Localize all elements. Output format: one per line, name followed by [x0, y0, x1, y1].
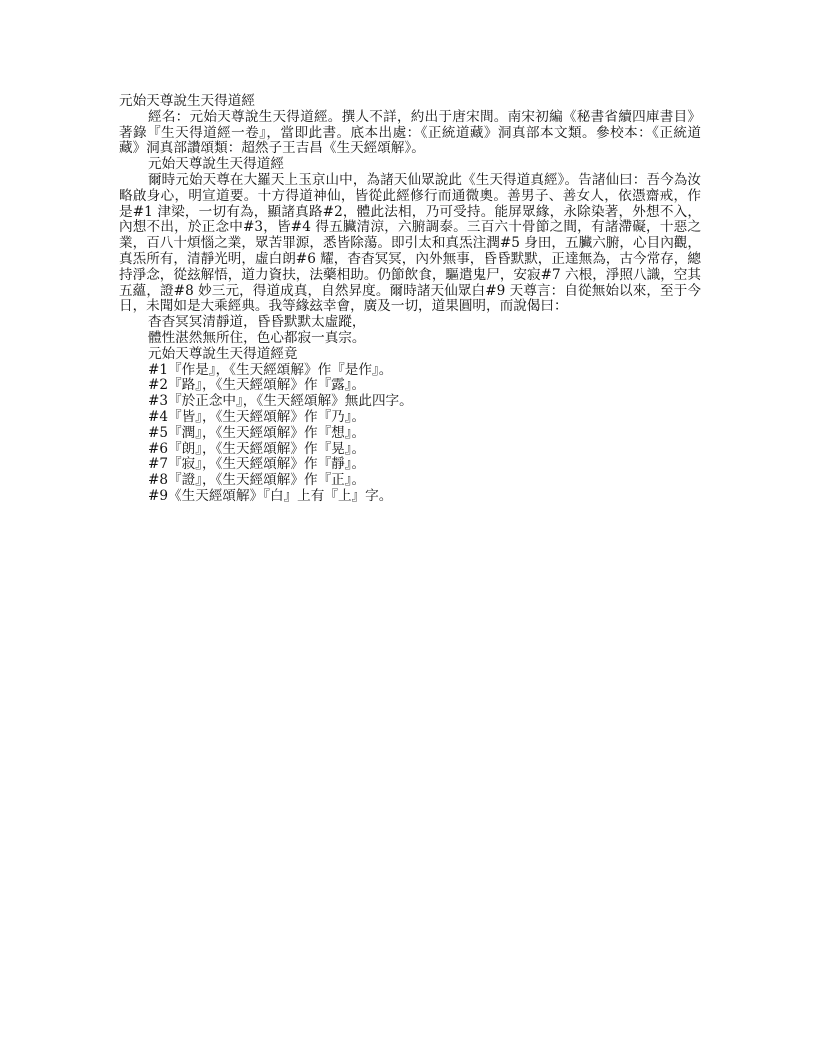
- footnote: #5『潤』，《生天經頌解》作『想』。: [148, 424, 366, 441]
- closing-title: 元始天尊說生天得道經竟: [148, 345, 298, 362]
- section-title: 元始天尊說生天得道經: [148, 156, 284, 173]
- footnote: #6『朗』，《生天經頌解》作『晃』。: [148, 440, 366, 457]
- body-paragraph: 爾時元始天尊在大羅天上玉京山中，為諸天仙眾說此《生天得道真經》。告諸仙曰：吾今為汝略啟身心，明宣道要。十方得道神仙，皆從此經修行而通微奧。善男子、善女人，依憑齋戒，作是#1 津梁，一切有為，顯諸真路#2，體此法相，乃可受持。能屏眾緣，永除染著，外想不入，內想不出，於正念中#3，皆#4 得五臟清涼，六腑調泰。三百六十骨節之間，有諸滯礙，十惡之業，百八十煩惱之業，眾苦罪源，悉皆除蕩。即引太和真炁注潤#5 身田，五臟六腑，心目內觀，真炁所有，清靜光明，虛白朗#6 耀，杳杳冥冥，內外無事，昏昏默默，正達無為，古今常存，總持淨念，從玆解悟，道力資扶，法藥相助。仍節飲食，驅遣鬼尸，安寂#7 六根，淨照八識，空其五蘊，證#8 妙三元，得道成真，自然昇度。爾時諸天仙眾白#9 天尊言：自從無始以來，至于今日，未聞如是大乘經典。我等緣玆幸會，廣及一切，道果圓明，而說偈曰：: [119, 171, 701, 315]
- footnote: #4『皆』，《生天經頌解》作『乃』。: [148, 408, 366, 425]
- footnote: #1『作是』，《生天經頌解》作『是作』。: [148, 361, 393, 378]
- verse-line: 體性湛然無所住，色心都寂一真宗。: [148, 329, 366, 346]
- footnote: #9《生天經頌解》『白』上有『上』字。: [148, 487, 393, 504]
- footnote: #8『證』，《生天經頌解》作『正』。: [148, 472, 366, 489]
- verse-line: 杳杳冥冥清靜道，昏昏默默太虛蹤，: [148, 314, 366, 331]
- footnote: #7『寂』，《生天經頌解》作『靜』。: [148, 456, 366, 473]
- document-title: 元始天尊說生天得道經: [119, 93, 255, 109]
- footnote: #3『於正念中』，《生天經頌解》無此四字。: [148, 393, 413, 410]
- document-page: [119, 94, 701, 505]
- footnote: #2『路』，《生天經頌解》作『露』。: [148, 377, 366, 394]
- intro-paragraph: 經名：元始天尊說生天得道經。撰人不詳，約出于唐宋間。南宋初編《秘書省續四庫書目》著錄『生天得道經一卷』，當即此書。底本出處：《正統道藏》洞真部本文類。參校本：《正統道藏》洞真部讚頌類：超然子王吉昌《生天經頌解》。: [119, 108, 701, 157]
